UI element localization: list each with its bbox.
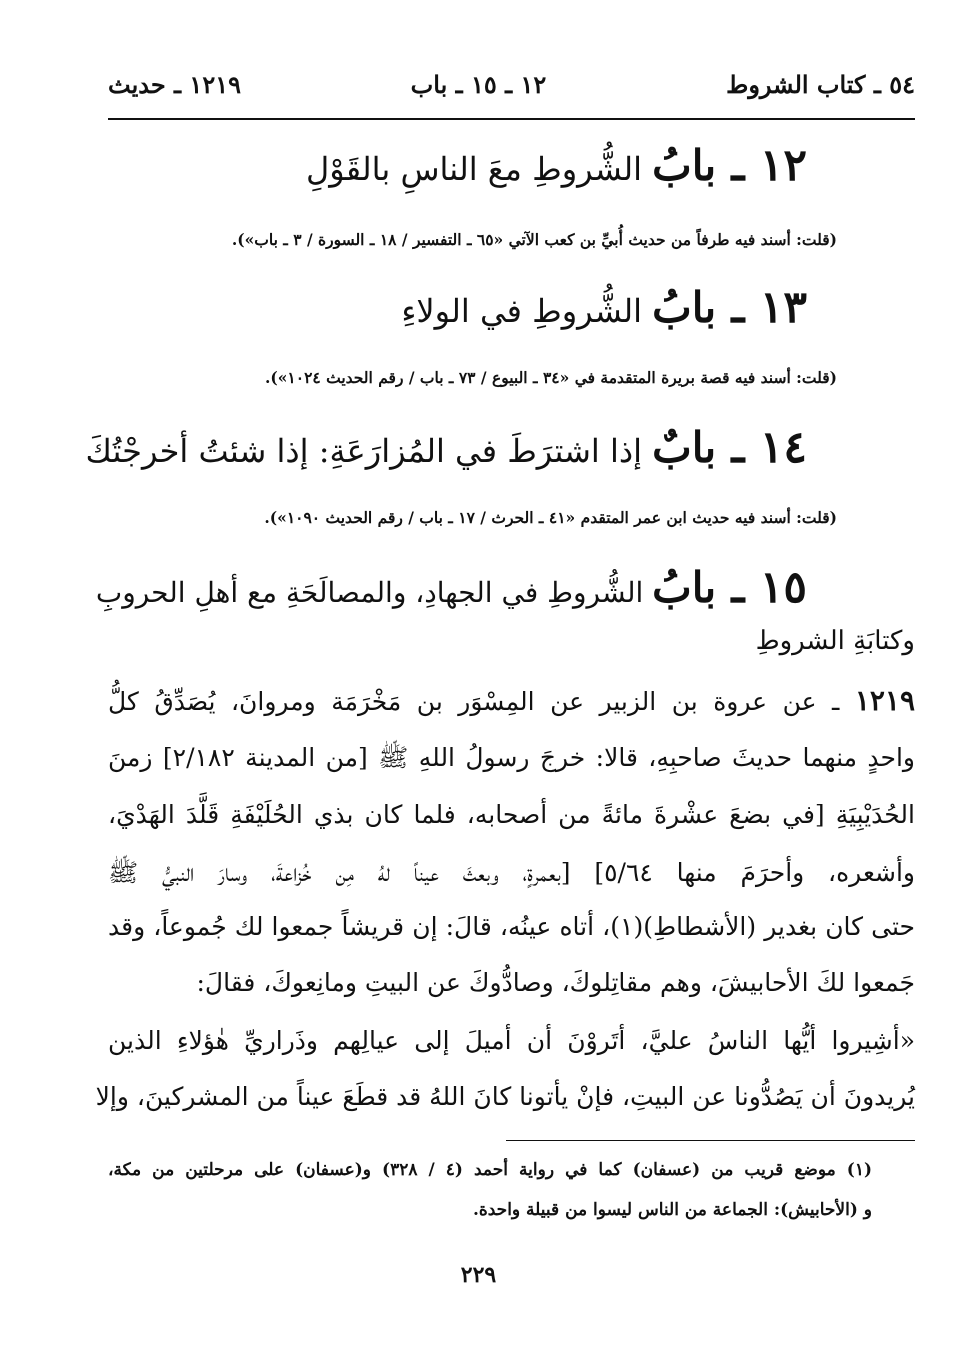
chapter-bab-word: بابٌ [652,423,717,472]
chapter-separator: ـ [716,562,760,613]
chapter-bab-word: بابُ [652,563,717,612]
hadith-line-4: وأشعره، وأحرَمَ منها ٥/٦٤] [بعمرةٍ، وبعثَ عيناً لهُ مِن خُزاعةَ، وسارَ النبيُّ ﷺ [108,858,915,887]
chapter-title: إذا اشترَطَ في المُزارَعَةِ: إذا شئتُ أخرجْتُكَ [85,432,653,470]
header-hadith-ref: ١٢١٩ ـ حديث [108,70,241,99]
chapter-note-13: (قلت: أسند فيه قصة بريرة المتقدمة في «٣٤ ـ البيوع / ٧٣ ـ باب / رقم الحديث ١٠٢٤»). [265,368,837,387]
hadith-line-5: حتى كان بغدير (الأشطاطِ)(١)، أتاه عينُه، قالَ: إن قريشاً جمعوا لك جُموعاً، وقد [108,912,916,941]
chapter-number: ١٣ [759,282,807,333]
chapter-title: الشُّروطِ في الجهادِ، والمصالَحَةِ مع أهلِ الحروبِ [95,576,653,609]
hadith-text: ـ عن عروة بن الزبير عن المِسْوَر بن مَخْرَمَة ومروانَ، يُصَدِّقُ كلُّ [108,687,855,716]
chapter-bab-word: بابُ [652,141,717,190]
chapter-heading-12 [306,140,807,191]
header-book-title: ٥٤ ـ كتاب الشروط [726,70,915,99]
page-number: ٢٢٩ [460,1262,497,1288]
chapter-note-14: (قلت: أسند فيه حديث ابن عمر المتقدم «٤١ ـ الحرث / ١٧ ـ باب / رقم الحديث ١٠٩٠»). [264,508,837,527]
chapter-heading-13 [401,282,807,333]
hadith-line-8: يُريدونَ أن يَصُدُّونا عن البيتِ، فإنْ يأتونا كانَ اللهُ قد قطَعَ عيناً من المشركينَ، وإلا [95,1082,915,1111]
chapter-number: ١٥ [759,562,807,613]
footnote-line-1: (١) موضع قريب من (عسفان) كما في رواية أحمد (٤ / ٣٢٨) و(عسفان) على مرحلتين من مكة، [108,1160,872,1180]
hadith-line-6: جَمعوا لكَ الأحابيشَ، وهم مقاتِلوكَ، وصادُّوكَ عن البيتِ ومانِعوكَ، فقالَ: [196,968,915,997]
header-rule [108,118,915,120]
chapter-separator: ـ [716,422,760,473]
chapter-note-12: (قلت: أسند فيه طرفاً من حديث أُبيِّ بن كعب الآتي «٦٥ ـ التفسير / ١٨ ـ السورة / ٣ ـ باب»). [231,230,837,249]
chapter-heading-14 [86,422,807,473]
footnote-rule [506,1140,915,1141]
header-chapter-range: ١٢ ـ ١٥ ـ باب [410,70,547,99]
hadith-line-3: الحُدَيْبِيَةِ [في بضعَ عشْرةَ مائةً من أصحابه، فلما كان بذي الحُلَيْفَةِ قَلَّدَ الهَدْيَ، [108,800,915,829]
chapter-title: الشُّروطِ في الولاءِ [401,292,653,330]
chapter-separator: ـ [716,140,760,191]
hadith-line-1 [108,684,915,717]
chapter-number: ١٤ [759,422,807,473]
chapter-number: ١٢ [759,140,807,191]
footnote-line-2: و (الأحابيش): الجماعة من الناس ليسوا من قبيلة واحدة. [472,1200,872,1220]
chapter-bab-word: بابُ [652,283,717,332]
hadith-line-2: واحدٍ منهما حديثَ صاحبِهِ، قالا: خرجَ رسولُ اللهِ ﷺ [من المدينة ٢/١٨٢] زمنَ [108,743,915,772]
chapter-separator: ـ [716,282,760,333]
chapter-title: الشُّروطِ معَ الناسِ بالقَوْلِ [305,150,653,188]
hadith-number: ١٢١٩ [854,684,915,717]
chapter-heading-15 [96,562,807,613]
hadith-line-7: «أشِيروا أيُّها الناسُ عليَّ، أتَروْنَ أن أميلَ إلى عيالِهم وذَراريِّ هٰؤلاءِ الذين [108,1026,915,1055]
chapter-title-continuation: وكتابَةِ الشروطِ [755,626,915,656]
